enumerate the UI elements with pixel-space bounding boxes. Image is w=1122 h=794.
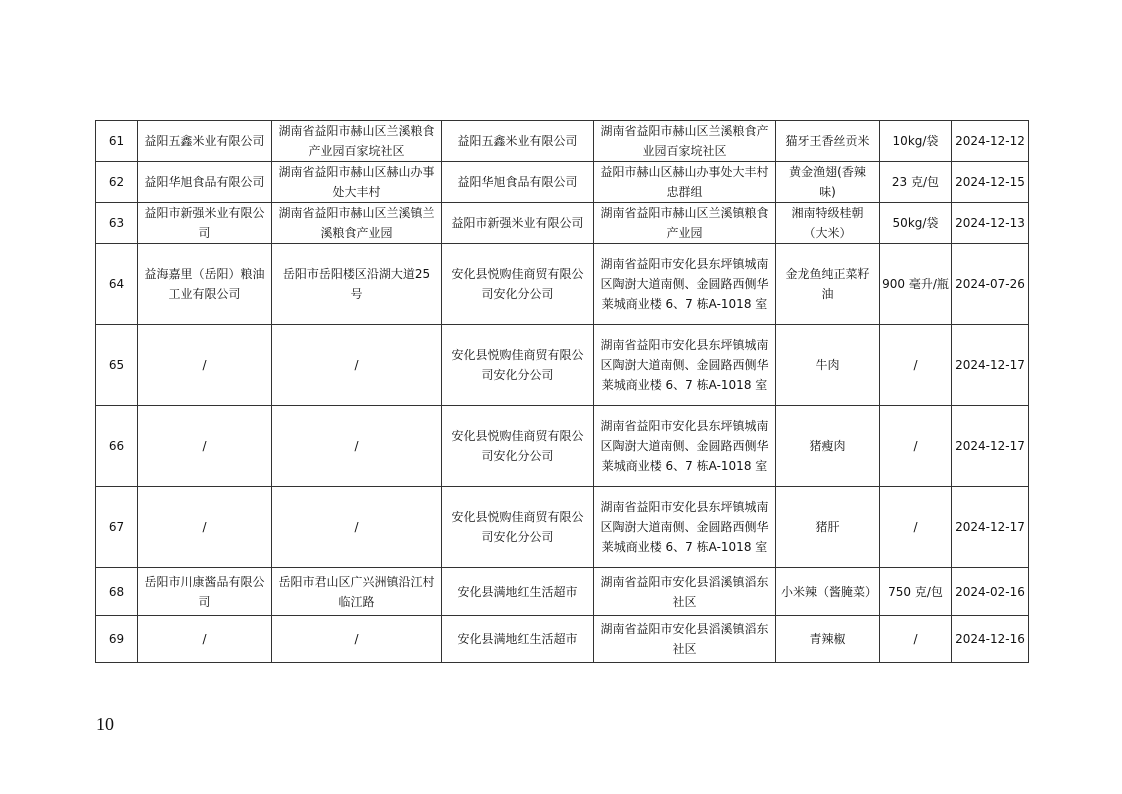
cell-serial-number: 61 bbox=[96, 121, 138, 162]
cell-producer-address: 岳阳市君山区广兴洲镇沿江村临江路 bbox=[272, 568, 442, 616]
cell-producer-address: 岳阳市岳阳楼区沿湖大道25 号 bbox=[272, 244, 442, 325]
cell-seller-name: 安化县满地红生活超市 bbox=[442, 568, 594, 616]
cell-producer-name: / bbox=[138, 616, 272, 663]
cell-product-name: 湘南特级桂朝（大米） bbox=[776, 203, 880, 244]
cell-production-date: 2024-12-13 bbox=[952, 203, 1029, 244]
cell-production-date: 2024-12-17 bbox=[952, 487, 1029, 568]
inspection-table bbox=[95, 120, 1029, 663]
cell-serial-number: 63 bbox=[96, 203, 138, 244]
cell-producer-address: 湖南省益阳市赫山区赫山办事处大丰村 bbox=[272, 162, 442, 203]
table-row bbox=[96, 568, 1029, 616]
cell-seller-name: 益阳五鑫米业有限公司 bbox=[442, 121, 594, 162]
cell-producer-name: 益阳五鑫米业有限公司 bbox=[138, 121, 272, 162]
cell-serial-number: 65 bbox=[96, 325, 138, 406]
cell-product-name: 猪瘦肉 bbox=[776, 406, 880, 487]
table-row bbox=[96, 406, 1029, 487]
cell-producer-name: 益阳市新强米业有限公司 bbox=[138, 203, 272, 244]
cell-seller-address: 湖南省益阳市安化县东坪镇城南区陶澍大道南侧、金圆路西侧华莱城商业楼 6、7 栋A-1018 室 bbox=[594, 487, 776, 568]
cell-specification: / bbox=[880, 616, 952, 663]
cell-producer-name: 岳阳市川康酱品有限公司 bbox=[138, 568, 272, 616]
cell-serial-number: 66 bbox=[96, 406, 138, 487]
table-row bbox=[96, 162, 1029, 203]
cell-specification: 750 克/包 bbox=[880, 568, 952, 616]
cell-seller-address: 湖南省益阳市安化县东坪镇城南区陶澍大道南侧、金圆路西侧华莱城商业楼 6、7 栋A-1018 室 bbox=[594, 244, 776, 325]
cell-specification: 50kg/袋 bbox=[880, 203, 952, 244]
cell-specification: / bbox=[880, 406, 952, 487]
table-row bbox=[96, 244, 1029, 325]
cell-producer-address: / bbox=[272, 325, 442, 406]
cell-serial-number: 62 bbox=[96, 162, 138, 203]
cell-seller-name: 安化县悦购佳商贸有限公司安化分公司 bbox=[442, 406, 594, 487]
cell-producer-address: / bbox=[272, 616, 442, 663]
table-row bbox=[96, 487, 1029, 568]
cell-producer-address: / bbox=[272, 406, 442, 487]
cell-serial-number: 69 bbox=[96, 616, 138, 663]
cell-producer-address: / bbox=[272, 487, 442, 568]
cell-producer-name: / bbox=[138, 487, 272, 568]
cell-production-date: 2024-02-16 bbox=[952, 568, 1029, 616]
cell-specification: / bbox=[880, 325, 952, 406]
table-row bbox=[96, 325, 1029, 406]
cell-production-date: 2024-12-16 bbox=[952, 616, 1029, 663]
cell-seller-address: 湖南省益阳市安化县滔溪镇滔东社区 bbox=[594, 568, 776, 616]
cell-production-date: 2024-07-26 bbox=[952, 244, 1029, 325]
cell-producer-name: 益阳华旭食品有限公司 bbox=[138, 162, 272, 203]
cell-product-name: 牛肉 bbox=[776, 325, 880, 406]
cell-product-name: 黄金渔翅(香辣味) bbox=[776, 162, 880, 203]
cell-seller-name: 益阳华旭食品有限公司 bbox=[442, 162, 594, 203]
table-row bbox=[96, 121, 1029, 162]
cell-specification: / bbox=[880, 487, 952, 568]
cell-seller-address: 湖南省益阳市赫山区兰溪粮食产业园百家垸社区 bbox=[594, 121, 776, 162]
cell-specification: 23 克/包 bbox=[880, 162, 952, 203]
cell-producer-name: / bbox=[138, 406, 272, 487]
cell-serial-number: 67 bbox=[96, 487, 138, 568]
cell-production-date: 2024-12-17 bbox=[952, 325, 1029, 406]
cell-production-date: 2024-12-15 bbox=[952, 162, 1029, 203]
cell-serial-number: 64 bbox=[96, 244, 138, 325]
cell-seller-address: 湖南省益阳市安化县东坪镇城南区陶澍大道南侧、金圆路西侧华莱城商业楼 6、7 栋A-1018 室 bbox=[594, 406, 776, 487]
cell-serial-number: 68 bbox=[96, 568, 138, 616]
cell-specification: 900 毫升/瓶 bbox=[880, 244, 952, 325]
cell-seller-name: 安化县悦购佳商贸有限公司安化分公司 bbox=[442, 244, 594, 325]
cell-product-name: 小米辣（酱腌菜） bbox=[776, 568, 880, 616]
cell-product-name: 猫牙王香丝贡米 bbox=[776, 121, 880, 162]
cell-seller-address: 湖南省益阳市安化县滔溪镇滔东社区 bbox=[594, 616, 776, 663]
cell-production-date: 2024-12-12 bbox=[952, 121, 1029, 162]
cell-production-date: 2024-12-17 bbox=[952, 406, 1029, 487]
cell-seller-address: 湖南省益阳市安化县东坪镇城南区陶澍大道南侧、金圆路西侧华莱城商业楼 6、7 栋A-1018 室 bbox=[594, 325, 776, 406]
table-body bbox=[96, 121, 1029, 663]
cell-producer-address: 湖南省益阳市赫山区兰溪镇兰溪粮食产业园 bbox=[272, 203, 442, 244]
cell-producer-name: 益海嘉里（岳阳）粮油工业有限公司 bbox=[138, 244, 272, 325]
cell-seller-name: 安化县悦购佳商贸有限公司安化分公司 bbox=[442, 487, 594, 568]
cell-product-name: 猪肝 bbox=[776, 487, 880, 568]
cell-product-name: 青辣椒 bbox=[776, 616, 880, 663]
cell-seller-name: 安化县悦购佳商贸有限公司安化分公司 bbox=[442, 325, 594, 406]
cell-seller-address: 湖南省益阳市赫山区兰溪镇粮食产业园 bbox=[594, 203, 776, 244]
cell-producer-name: / bbox=[138, 325, 272, 406]
cell-product-name: 金龙鱼纯正菜籽油 bbox=[776, 244, 880, 325]
cell-producer-address: 湖南省益阳市赫山区兰溪粮食产业园百家垸社区 bbox=[272, 121, 442, 162]
table-row bbox=[96, 616, 1029, 663]
cell-seller-name: 益阳市新强米业有限公司 bbox=[442, 203, 594, 244]
cell-specification: 10kg/袋 bbox=[880, 121, 952, 162]
cell-seller-name: 安化县满地红生活超市 bbox=[442, 616, 594, 663]
table-row bbox=[96, 203, 1029, 244]
page-number: 10 bbox=[96, 714, 114, 734]
cell-seller-address: 益阳市赫山区赫山办事处大丰村忠群组 bbox=[594, 162, 776, 203]
